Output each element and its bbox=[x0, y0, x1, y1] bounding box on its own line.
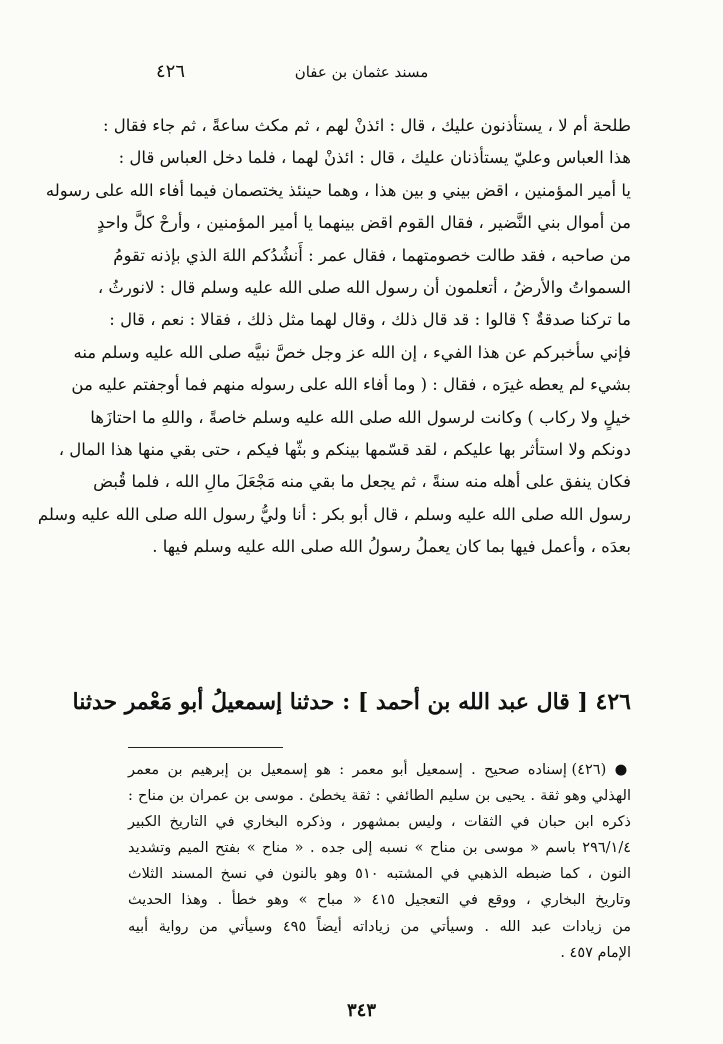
text-line: من صاحبه ، فقد طالت خصومتهما ، فقال عمر : أَنشُدُكم اللهَ الذي بإذنه تقومُ bbox=[113, 245, 631, 265]
text-line: رسول الله صلى الله عليه وسلم ، قال أبو بكر : أنا وليُّ رسول الله صلى الله عليه وسلم bbox=[37, 504, 631, 524]
footnote-divider bbox=[128, 747, 283, 748]
footnote-line: ذكره ابن حبان في الثقات ، وليس بمشهور ، وذكره البخاري في التاريخ الكبير bbox=[128, 814, 631, 831]
footnote-line: الإمام ٤٥٧ . bbox=[560, 944, 631, 961]
text-line: هذا العباس وعليّ يستأذنان عليك ، قال : ائذنْ لهما ، فلما دخل العباس قال : bbox=[118, 148, 631, 168]
footnote-line: الهذلي وهو ثقة . يحيى بن سليم الطائفي : ثقة يخطئ . موسى بن عمران بن مناح : bbox=[128, 788, 631, 805]
footnote-line: ٢٩٦/١/٤ باسم « موسى بن مناح » نسبه إلى جده . « مناح » بفتح الميم وتشديد bbox=[128, 840, 631, 857]
text-line: من أموال بني النَّضير ، فقال القوم اقض بينهما يا أمير المؤمنين ، وأرحْ كلَّ واحدٍ bbox=[97, 213, 631, 233]
text-line: يا أمير المؤمنين ، اقض بيني و بين هذا ، وهما حينئذ يختصمان فيما أفاء الله على رسوله bbox=[45, 180, 631, 200]
page-number: ٣٤٣ bbox=[346, 1000, 376, 1021]
footnote-line: من زيادات عبد الله . وسيأتي من زياداته أيضاً ٤٩٥ وسيأتي من رواية أبيه bbox=[128, 918, 631, 935]
footnote-line: النون ، كما ضبطه الذهبي في المشتبه ٥١٠ وهو بالنون في نسخ المسند الثلاث bbox=[128, 866, 632, 883]
text-line: دونكم ولا استأثر بها عليكم ، لقد قسّمها بينكم و بثّها فيكم ، حتى بقي منها هذا المال ، bbox=[58, 439, 631, 459]
text-line: فكان ينفق على أهله منه سنةً ، ثم يجعل ما بقي منه مَجْعَلَ مالِ الله ، فلما قُبض bbox=[93, 472, 631, 492]
running-header bbox=[128, 58, 595, 86]
hadith-heading: ٤٢٦ [ قال عبد الله بن أحمد ] : حدثنا إسمعيلُ أبو مَعْمر حدثنا bbox=[72, 689, 631, 715]
text-line: السمواتُ والأرضُ ، أتعلمون أن رسول الله صلى الله عليه وسلم قال : لانورثُ ، bbox=[97, 277, 631, 297]
footnote-line: ● (٤٢٦) إسناده صحيح . إسمعيل أبو معمر : هو إسمعيل بن إبرهيم بن معمر bbox=[128, 762, 631, 778]
text-line: بعدَه ، وأعمل فيها بما كان يعملُ رسولُ الله صلى الله عليه وسلم فيها . bbox=[152, 537, 631, 557]
running-title: مسند عثمان بن عفان bbox=[294, 63, 429, 81]
running-hadith-number: ٤٢٦ bbox=[156, 61, 186, 82]
hadith-text bbox=[37, 110, 631, 563]
text-line: بشيء لم يعطه غيرَه ، فقال : ( وما أفاء الله على رسوله منهم فما أوجفتم عليه من bbox=[71, 375, 631, 395]
text-line: طلحة أم لا ، يستأذنون عليك ، قال : ائذنْ لهم ، ثم مكث ساعةً ، ثم جاء فقال : bbox=[102, 116, 631, 135]
text-line: فإني سأخبركم عن هذا الفيء ، إن الله عز وجل خصَّ نبيَّه صلى الله عليه وسلم منه bbox=[73, 342, 631, 362]
text-line: خيلٍ ولا ركاب ) وكانت لرسول الله صلى الله عليه وسلم خاصةً ، واللهِ ما احتازَها bbox=[90, 407, 631, 427]
text-line: ما تركنا صدقةٌ ؟ قالوا : قد قال ذلك ، وقال لهما مثل ذلك ، فقالا : نعم ، قال : bbox=[109, 310, 631, 330]
footnotes bbox=[128, 757, 631, 966]
footnote-line: وتاريخ البخاري ، ووقع في التعجيل ٤١٥ « مباح » وهو خطأ . وهذا الحديث bbox=[128, 892, 631, 909]
